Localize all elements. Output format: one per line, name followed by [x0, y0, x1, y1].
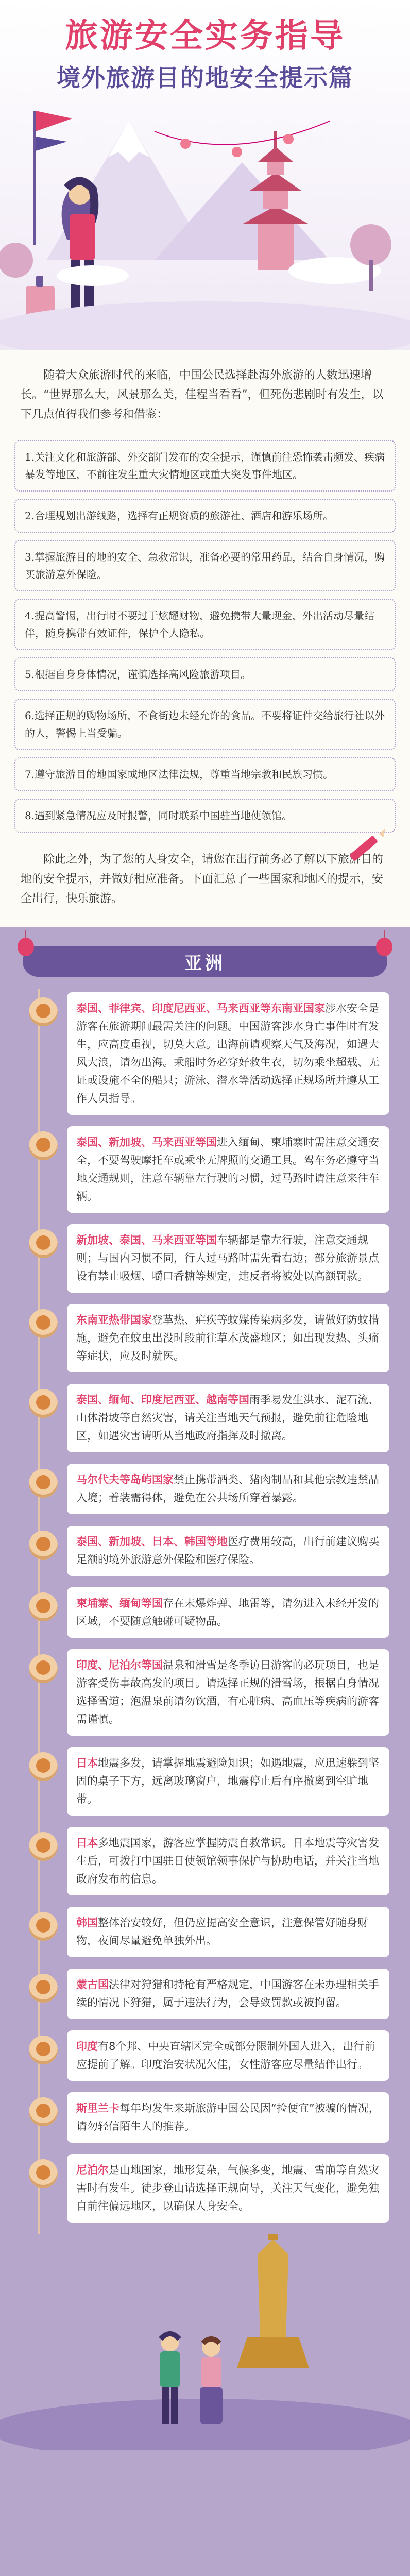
lantern-icon: [15, 930, 36, 961]
asia-tip-item: [67, 1827, 389, 1895]
pencil-icon: [343, 824, 389, 871]
tip-item: 6.选择正规的购物场所，不食街边未经允许的食品。不要将证件交给旅行社以外的人，警惕上当受骗。: [14, 699, 396, 750]
asia-section: [0, 927, 410, 2450]
tip-item: 8.遇到紧急情况应及时报警，同时联系中国驻当地使领馆。: [14, 799, 396, 833]
highlighted-region: 蒙古国: [76, 1978, 109, 1991]
intro-paragraph: 随着大众旅游时代的来临，中国公民选择赴海外旅游的人数迅速增长。“世界那么大，风景那么美，佳程当看看”，但死伤悲剧时有发生，以下几点值得我们参考和借鉴：: [21, 369, 384, 421]
tip-text: 整体治安较好，但仍应提高安全意识，注意保管好随身财物，夜间尽量避免单独外出。: [76, 1917, 368, 1947]
highlighted-region: 马尔代夫等岛屿国家: [76, 1473, 174, 1486]
asia-tip-item: [67, 1907, 389, 1957]
highlighted-region: 泰国、缅甸、印度尼西亚、越南等国: [76, 1394, 249, 1406]
intro-section: [0, 350, 410, 435]
highlighted-region: 泰国、菲律宾、印度尼西亚、马来西亚等东南亚国家: [76, 1002, 325, 1014]
tip-text: 涉水安全是游客在旅游期间最需关注的问题。中国游客涉水身亡事件时有发生，应高度重视，切莫大意。出海前请观察天气及海况，如遇大风大浪，请勿出海。乘船时务必穿好救生衣，切勿乘坐超载、无证或设施不全的船只；游泳、潜水等活动选择正规场所并遵从工作人员指导。: [76, 1002, 379, 1105]
asia-tip-item: [67, 1526, 389, 1576]
tip-text: 禁止携带酒类、猪肉制品和其他宗教违禁品入境；着装需得体，避免在公共场所穿着暴露。: [76, 1473, 379, 1504]
highlighted-region: 斯里兰卡: [76, 2102, 119, 2114]
asia-tip-item: [67, 1747, 389, 1816]
tip-text: 车辆都是靠左行驶，注意交通规则；与国内习惯不同，行人过马路时需先看右边；部分旅游景点设有禁止吸烟、嚼口香糖等规定，违反者将被处以高额罚款。: [76, 1234, 379, 1282]
tip-text: 医疗费用较高，出行前建议购买足额的境外旅游意外保险和医疗保险。: [76, 1535, 379, 1566]
hero-banner: [0, 0, 410, 350]
outro-paragraph: 除此之外，为了您的人身安全，请您在出行前务必了解以下旅游目的地的安全提示，并做好相应准备。下面汇总了一些国家和地区的提示，安全出行，快乐旅游。: [21, 853, 384, 905]
highlighted-region: 新加坡、泰国、马来西亚等国: [76, 1234, 217, 1246]
tips-list: [0, 435, 410, 850]
tip-text: 温泉和滑雪是冬季访日游客的必玩项目，也是游客受伤事故高发的项目。请选择正规的滑雪场，根据自身情况选择雪道；泡温泉前请勿饮酒，有心脏病、高血压等疾病的游客需谨慎。: [76, 1659, 379, 1725]
highlighted-region: 韩国: [76, 1917, 98, 1929]
highlighted-region: 泰国、新加坡、日本、韩国等地: [76, 1535, 228, 1548]
asia-tip-item: [67, 992, 389, 1115]
asia-tip-item: [67, 1969, 389, 2019]
section-header-asia: [23, 946, 387, 977]
tip-text: 是山地国家，地形复杂，气候多变，地震、雪崩等自然灾害时有发生。徒步登山请选择正规向导，关注天气变化，避免独自前往偏远地区，以确保人身安全。: [76, 2164, 379, 2212]
tip-text: 每年均发生来斯旅游中国公民因“捡便宜”被骗的情况，请勿轻信陌生人的推荐。: [76, 2102, 380, 2132]
tip-text: 地震多发，请掌握地震避险知识；如遇地震，应迅速躲到坚固的桌子下方，远离玻璃窗户，地震停止后有序撤离到空旷地带。: [76, 1757, 379, 1805]
asia-tip-item: [67, 1464, 389, 1514]
hero-illustration: [0, 90, 410, 350]
highlighted-region: 日本: [76, 1757, 98, 1769]
asia-tip-item: [67, 2154, 389, 2223]
page-title: 旅游安全实务指导: [65, 17, 345, 55]
highlighted-region: 泰国、新加坡、马来西亚等国: [76, 1136, 217, 1148]
asia-tip-item: [67, 1649, 389, 1736]
outro-section: [0, 850, 410, 927]
highlighted-region: 印度、尼泊尔等国: [76, 1659, 163, 1671]
highlighted-region: 日本: [76, 1837, 98, 1849]
tip-text: 多地震国家，游客应掌握防震自救常识。日本地震等灾害发生后，可拨打中国驻日使领馆领事保护与协助电话，并关注当地政府发布的信息。: [76, 1837, 379, 1885]
tip-item: 5.根据自身身体情况，谨慎选择高风险旅游项目。: [14, 657, 396, 691]
tip-item: 3.掌握旅游目的地的安全、急救常识，准备必要的常用药品，结合自身情况，购买旅游意外保险。: [14, 540, 396, 591]
tip-text: 法律对狩猎和持枪有严格规定，中国游客在未办理相关手续的情况下狩猎，属于违法行为，会导致罚款或被拘留。: [76, 1978, 379, 2009]
tip-text: 雨季易发生洪水、泥石流、山体滑坡等自然灾害，请关注当地天气预报，避免前往危险地区，如遇灾害请听从当地政府指挥及时撤离。: [76, 1394, 379, 1442]
tip-text: 进入缅甸、柬埔寨时需注意交通安全，不要驾驶摩托车或乘坐无牌照的交通工具。驾车务必遵守当地交通规则，注意车辆靠左行驶的习惯，过马路时请注意来往车辆。: [76, 1136, 379, 1202]
lantern-icon: [374, 930, 395, 961]
highlighted-region: 印度: [76, 2040, 98, 2053]
page-subtitle: 境外旅游目的地安全提示篇: [57, 64, 353, 92]
highlighted-region: 尼泊尔: [76, 2164, 109, 2176]
asia-tip-item: [67, 1384, 389, 1452]
asia-tip-item: [67, 2092, 389, 2143]
tip-item: 1.关注文化和旅游部、外交部门发布的安全提示，谨慎前往恐怖袭击频发、疾病暴发等地区，不前往发生重大灾情地区或重大突发事件地区。: [14, 440, 396, 492]
section-title: 亚洲: [184, 953, 226, 974]
highlighted-region: 柬埔寨、缅甸等国: [76, 1597, 163, 1609]
temple-travelers-illustration: [0, 2234, 410, 2450]
asia-tip-item: [67, 1587, 389, 1638]
tip-text: 登革热、疟疾等蚊媒传染病多发，请做好防蚊措施，避免在蚊虫出没时段前往草木茂盛地区；如出现发热、头痛等症状，应及时就医。: [76, 1314, 379, 1362]
tip-item: 2.合理规划出游线路，选择有正规资质的旅游社、酒店和游乐场所。: [14, 499, 396, 533]
highlighted-region: 东南亚热带国家: [76, 1314, 152, 1326]
asia-tip-item: [67, 1126, 389, 1213]
asia-tip-item: [67, 1224, 389, 1293]
tip-item: 7.遵守旅游目的地国家或地区法律法规，尊重当地宗教和民族习惯。: [14, 757, 396, 791]
tip-item: 4.提高警惕，出行时不要过于炫耀财物，避免携带大量现金，外出活动尽量结伴，随身携带有效证件，保护个人隐私。: [14, 599, 396, 650]
asia-tip-item: [67, 1304, 389, 1372]
footer-illustration: [0, 2234, 410, 2450]
tip-text: 有8个邦、中央直辖区完全或部分限制外国人进入，出行前应提前了解。印度治安状况欠佳，女性游客应尽量结伴出行。: [76, 2040, 375, 2071]
tip-text: 存在未爆炸弹、地雷等，请勿进入未经开发的区域，不要随意触碰可疑物品。: [76, 1597, 379, 1628]
asia-tip-item: [67, 2030, 389, 2081]
asia-tips-list: [0, 992, 410, 2223]
